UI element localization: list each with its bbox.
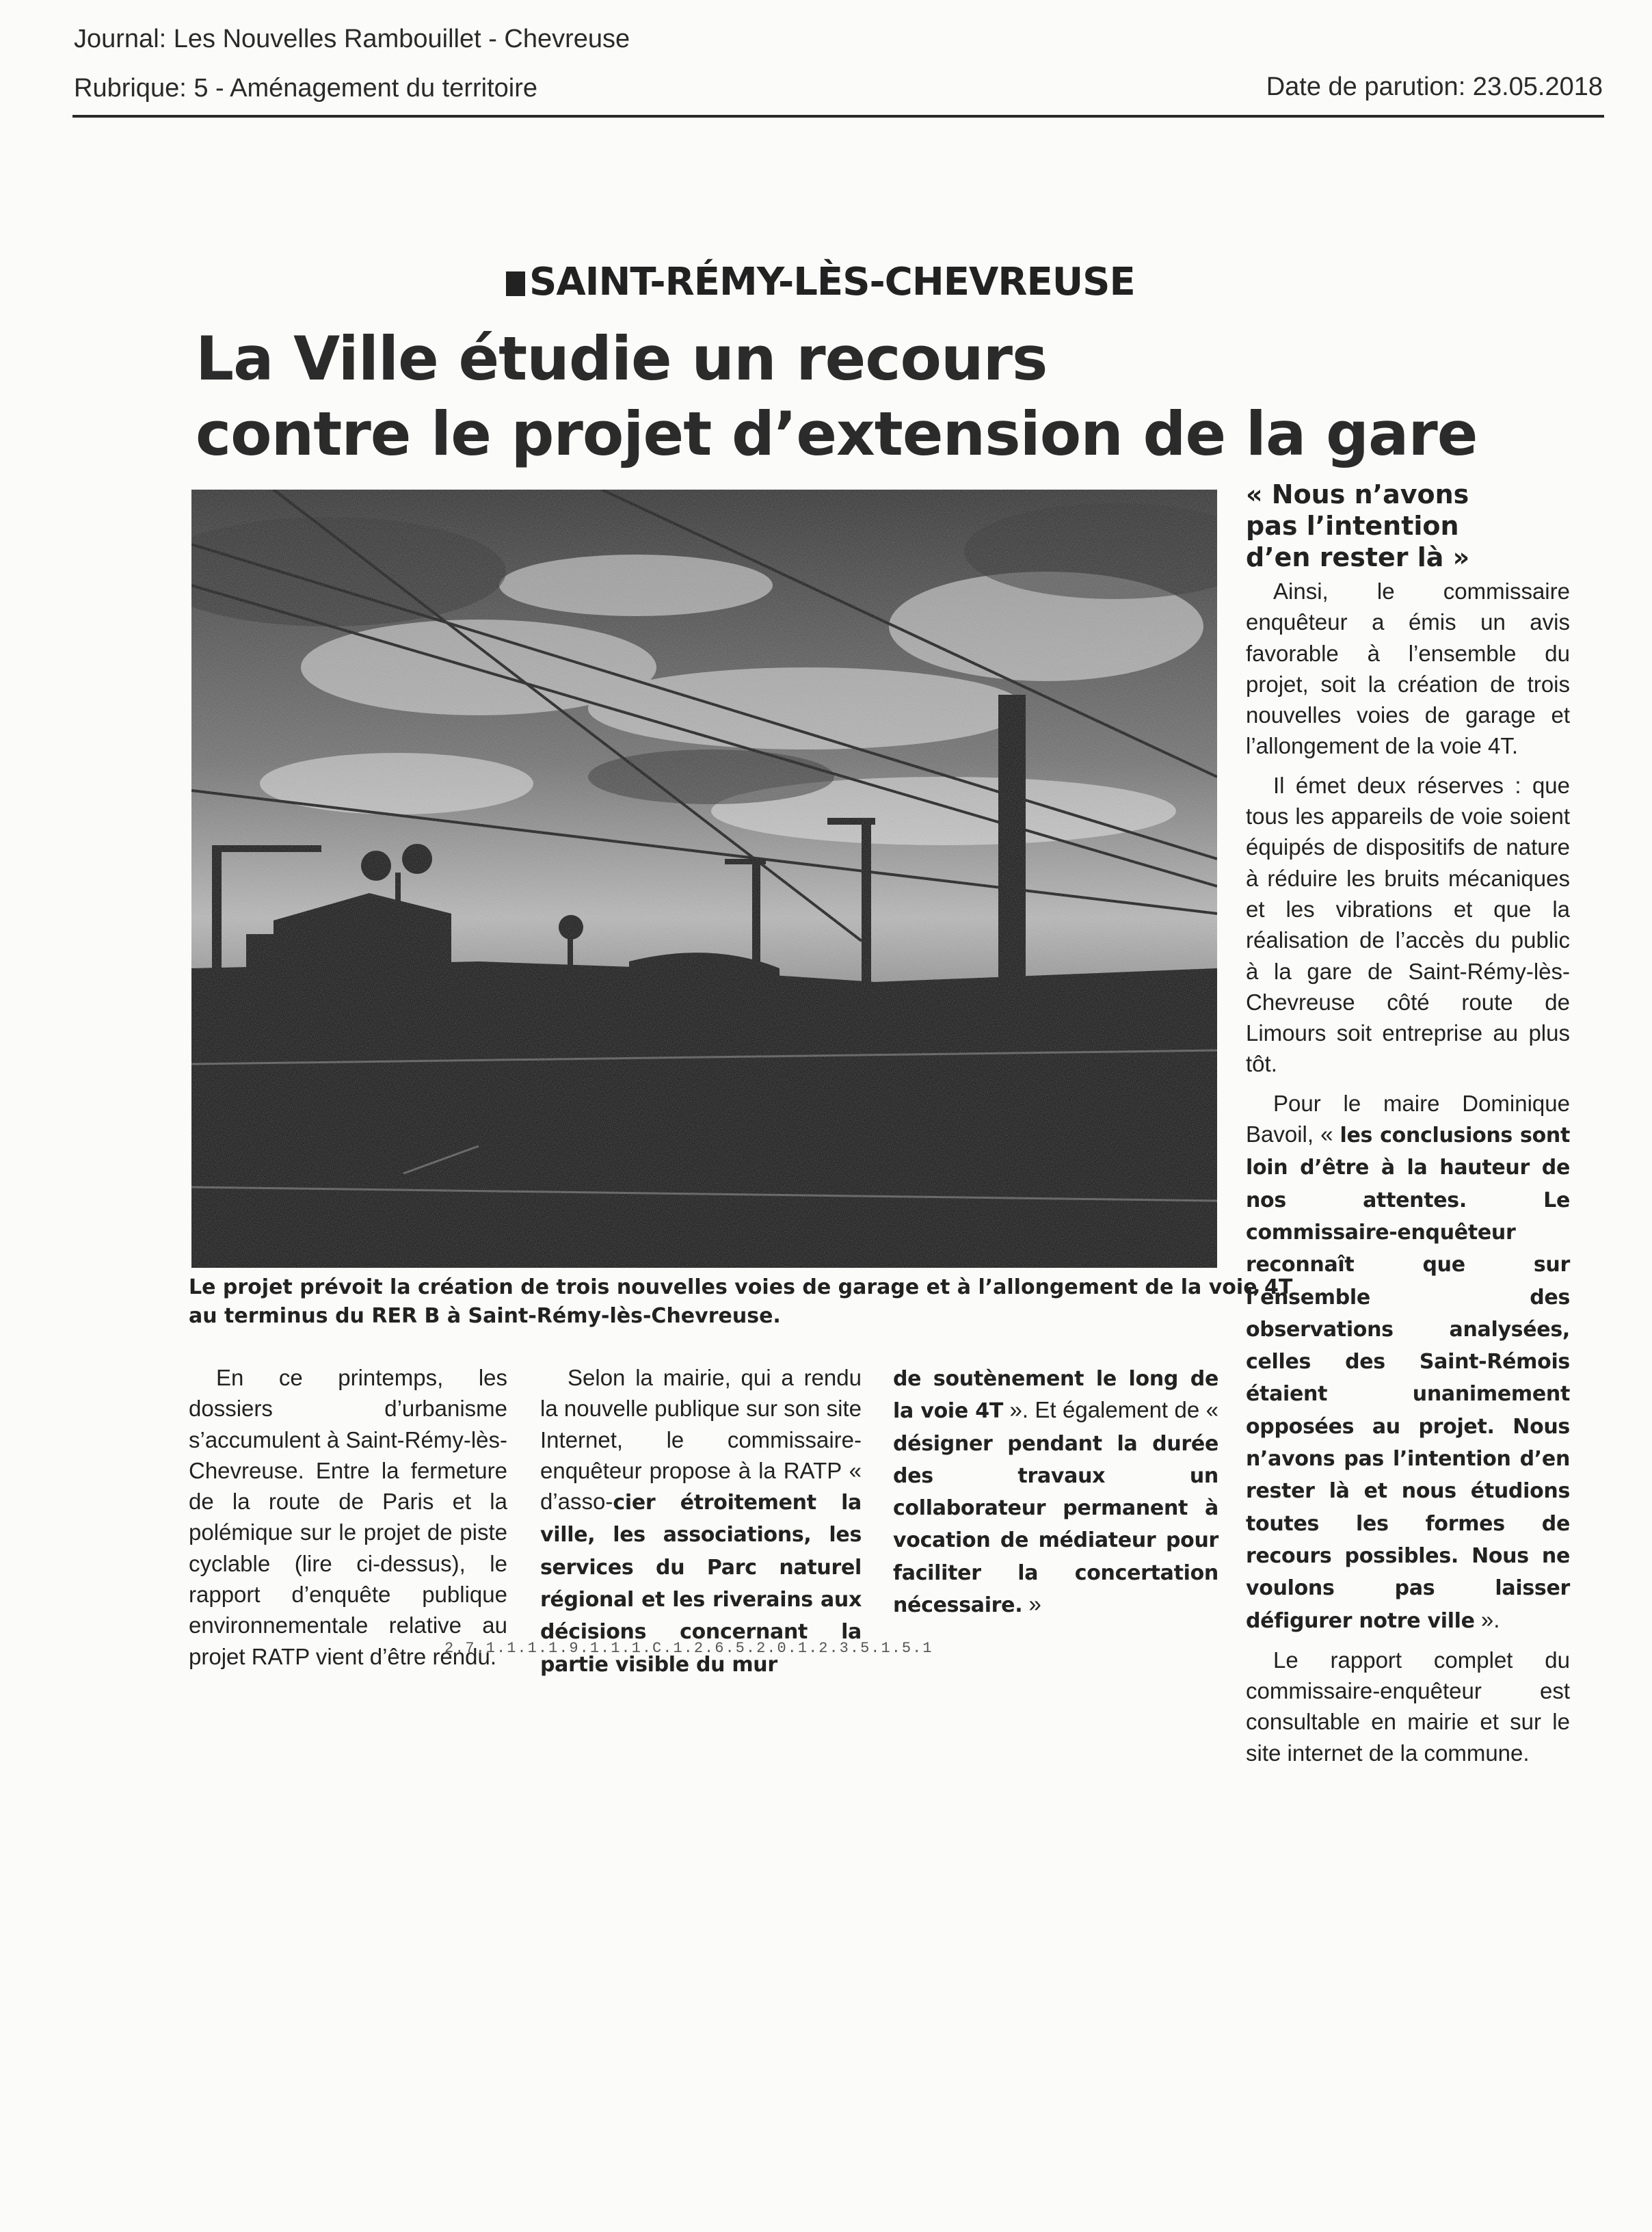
subheading-line-1: « Nous n’avons [1246,479,1469,509]
subheading-line-3: d’en rester là » [1246,542,1470,572]
article-column-4 [1246,479,1570,1777]
headline-line-2: contre le projet d’extension de la gare [196,399,1478,469]
paragraph-text: Selon la mairie, qui a rendu la nouvelle publique sur son site Internet, le commissaire-enquêteur propose à la RATP « d’asso- [540,1365,862,1515]
header-divider [72,115,1604,118]
bullet-square-icon [506,271,525,296]
paragraph: Il émet deux réserves : que tous les appareils de voie soient équipés de dispositifs de nature à réduire les bruits mécaniques et les vibrations et que la réalisation de l’accès du public à la gare de Saint-Rémy-lès-Chevreuse côté route de Limours soit entreprise au plus tôt. [1246,772,1570,1077]
headline-line-1: La Ville étudie un recours [196,323,1048,394]
subheading [1246,479,1570,573]
article-column-1 [189,1362,507,1680]
quote-bold: les conclusions sont loin d’être à la hauteur de nos attentes. Le commissaire-enquêteur reconnaît que sur l’ensemble des observations analysées, celles des Saint-Rémois étaient unanimement opposées au projet. Nous n’avons pas l’intention d’en rester là et nous étudions toutes les formes de recours possibles. Nous ne voulons pas laisser défigurer notre ville [1246,1124,1570,1633]
press-clipping-code: 2.7.1.1.1.1.9.1.1.1.C.1.2.6.5.2.0.1.2.3.5.1.5.1 [444,1640,933,1657]
kicker-text: SAINT-RÉMY-LÈS-CHEVREUSE [529,260,1135,304]
paragraph-text: Pour le maire Dominique Bavoil, « [1246,1090,1570,1147]
article-column-3 [893,1362,1218,1629]
article-headline [196,321,1563,472]
paragraph [540,1362,862,1680]
caption-line-2: au terminus du RER B à Saint-Rémy-lès-Chevreuse. [189,1304,781,1328]
publication-date: Date de parution: 23.05.2018 [1266,72,1603,101]
section-kicker [506,260,1135,304]
paragraph-text: ». [1474,1606,1500,1632]
quote-bold: cier étroitement la ville, les associations, les services du Parc naturel régional et les riverains aux décisions concernant la partie visible du mur [540,1491,862,1677]
paragraph-text: » [1022,1591,1041,1617]
paragraph: En ce printemps, les dossiers d’urbanisme s’accumulent à Saint-Rémy-lès-Chevreuse. Entre la fermeture de la route de Paris et la polémique sur le projet de piste cyclable (lire ci-dessus), le rapport d’enquête publique environnementale relative au projet RATP vient d’être rendu. [189,1365,507,1669]
paragraph: Le rapport complet du commissaire-enquêteur est consultable en mairie et sur le site internet de la commune. [1246,1647,1570,1766]
caption-line-1: Le projet prévoit la création de trois nouvelles voies de garage et à l’allongement de la voie 4T [189,1275,1293,1299]
railway-station-photo [191,490,1217,1268]
photo-caption [189,1273,1293,1331]
subheading-line-2: pas l’intention [1246,511,1459,541]
paragraph: Ainsi, le commissaire enquêteur a émis un avis favorable à l’ensemble du projet, soit la création de trois nouvelles voies de garage et l’allongement de la voie 4T. [1246,579,1570,759]
paragraph [1246,1088,1570,1636]
paragraph-text: ». Et également de « [1003,1397,1218,1423]
journal-name: Journal: Les Nouvelles Rambouillet - Chevreuse [74,25,630,53]
quote-bold: désigner pendant la durée des travaux un collaborateur permanent à vocation de médiateur pour faciliter la concertation nécessaire. [893,1431,1218,1618]
quote-bold: de soutènement le long de la voie 4T [893,1367,1218,1424]
rubrique-label: Rubrique: 5 - Aménagement du territoire [74,74,538,103]
paragraph [893,1362,1218,1621]
